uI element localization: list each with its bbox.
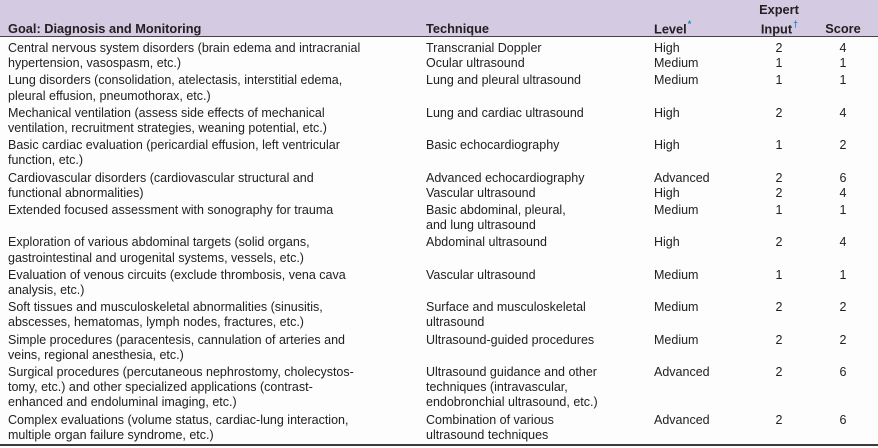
col-header-expert-input-label: Input — [760, 20, 793, 36]
score-value: 4 — [839, 41, 847, 55]
technique-line: Ultrasound guidance and other — [426, 365, 597, 380]
col-header-level-label: Level — [654, 20, 687, 36]
technique-line: Ultrasound-guided procedures — [426, 332, 595, 347]
technique-cell — [426, 138, 654, 168]
level-cell — [654, 41, 752, 71]
expert-input-value: 2 — [775, 332, 783, 347]
technique-cell — [426, 300, 654, 330]
expert-input-value: 2 — [775, 185, 783, 200]
technique-line: ultrasound techniques — [426, 427, 549, 442]
goal-line: function, etc.) — [8, 153, 84, 168]
technique-line: techniques (intravascular, — [426, 380, 568, 395]
expert-input-footnote-dagger: † — [793, 18, 799, 29]
table-row — [0, 170, 878, 202]
score-value: 1 — [839, 267, 847, 282]
score-cell — [806, 73, 870, 103]
technique-line: Vascular ultrasound — [426, 267, 536, 282]
level-cell — [654, 73, 752, 103]
goal-line: veins, regional anesthesia, etc.) — [8, 347, 184, 362]
expert-input-cell — [752, 106, 806, 136]
expert-input-cell — [752, 333, 806, 363]
level-value: High — [654, 41, 680, 55]
goal-line: Lung disorders (consolidation, atelectasis, interstitial edema, — [8, 73, 343, 88]
score-cell — [806, 41, 870, 71]
col-header-score: Score — [825, 20, 861, 36]
col-header-technique: Technique — [426, 20, 490, 36]
goal-line: tomy, etc.) and other specialized applications (contrast- — [8, 380, 313, 395]
level-cell — [654, 171, 752, 201]
goal-line: Central nervous system disorders (brain edema and intracranial — [8, 41, 361, 55]
goal-line: functional abnormalities) — [8, 185, 144, 200]
level-value: Medium — [654, 267, 699, 282]
expert-input-cell — [752, 41, 806, 71]
expert-input-value: 1 — [775, 56, 783, 71]
score-value: 6 — [839, 412, 847, 427]
goal-cell — [8, 73, 426, 103]
technique-cell — [426, 41, 654, 71]
technique-cell — [426, 73, 654, 103]
score-value: 2 — [839, 300, 847, 315]
technique-cell — [426, 268, 654, 298]
level-value: High — [654, 185, 680, 200]
goal-line: multiple organ failure syndrome, etc.) — [8, 427, 214, 442]
goal-line: Exploration of various abdominal targets (solid organs, — [8, 235, 310, 250]
score-value: 1 — [839, 203, 847, 218]
score-cell — [806, 235, 870, 265]
goal-cell — [8, 203, 426, 233]
score-value: 1 — [839, 73, 847, 88]
score-value: 4 — [839, 105, 847, 120]
table-row — [0, 412, 878, 444]
col-header-expert-input — [752, 3, 806, 36]
expert-input-value: 1 — [775, 138, 783, 153]
expert-input-cell — [752, 300, 806, 330]
goal-cell — [8, 413, 426, 443]
expert-input-cell — [752, 73, 806, 103]
table-body — [0, 37, 878, 444]
expert-input-value: 1 — [775, 73, 783, 88]
score-cell — [806, 365, 870, 411]
technique-line: Surface and musculoskeletal — [426, 300, 586, 315]
score-value: 4 — [839, 235, 847, 250]
level-cell — [654, 235, 752, 265]
expert-input-cell — [752, 138, 806, 168]
expert-input-cell — [752, 365, 806, 411]
score-cell — [806, 203, 870, 233]
level-cell — [654, 106, 752, 136]
goal-cell — [8, 235, 426, 265]
table-row — [0, 299, 878, 331]
technique-line: Abdominal ultrasound — [426, 235, 547, 250]
score-value: 6 — [839, 365, 847, 380]
goal-line: ventilation, recruitment strategies, weaning potential, etc.) — [8, 121, 327, 136]
score-cell — [806, 300, 870, 330]
table-row — [0, 332, 878, 364]
expert-input-cell — [752, 268, 806, 298]
score-value: 2 — [839, 138, 847, 153]
technique-line: Basic abdominal, pleural, — [426, 203, 566, 218]
goal-line: Basic cardiac evaluation (pericardial effusion, left ventricular — [8, 138, 340, 153]
level-cell — [654, 203, 752, 233]
table-row — [0, 202, 878, 234]
expert-input-value: 1 — [775, 203, 783, 218]
technique-line: Vascular ultrasound — [426, 185, 536, 200]
score-value: 6 — [839, 170, 847, 185]
expert-input-cell — [752, 171, 806, 201]
col-header-level — [654, 18, 752, 37]
goal-line: abscesses, hematomas, lymph nodes, fractures, etc.) — [8, 315, 304, 330]
score-cell — [806, 138, 870, 168]
score-value: 2 — [839, 332, 847, 347]
score-cell — [806, 413, 870, 443]
technique-line: Transcranial Doppler — [426, 41, 542, 55]
level-value: Medium — [654, 203, 699, 218]
goal-line: Simple procedures (paracentesis, cannulation of arteries and — [8, 332, 345, 347]
level-value: Advanced — [654, 412, 710, 427]
technique-cell — [426, 235, 654, 265]
technique-line: endobronchial ultrasound, etc.) — [426, 395, 598, 410]
level-value: Medium — [654, 332, 699, 347]
goal-line: gastrointestinal and urogenital systems, vessels, etc.) — [8, 250, 304, 265]
level-cell — [654, 138, 752, 168]
col-header-expert-input-line1: Expert — [759, 2, 799, 17]
technique-line: Combination of various — [426, 412, 554, 427]
level-value: High — [654, 105, 680, 120]
technique-line: Advanced echocardiography — [426, 170, 585, 185]
goal-line: Soft tissues and musculoskeletal abnormalities (sinusitis, — [8, 300, 323, 315]
technique-line: and lung ultrasound — [426, 218, 536, 233]
level-value: Medium — [654, 56, 699, 71]
expert-input-value: 2 — [775, 300, 783, 315]
technique-cell — [426, 203, 654, 233]
level-cell — [654, 365, 752, 411]
technique-line: ultrasound — [426, 315, 485, 330]
goal-cell — [8, 106, 426, 136]
level-value: High — [654, 235, 680, 250]
level-value: High — [654, 138, 680, 153]
goal-cell — [8, 41, 426, 71]
technique-cell — [426, 171, 654, 201]
expert-input-value: 1 — [775, 267, 783, 282]
expert-input-value: 2 — [775, 170, 783, 185]
expert-input-value: 2 — [775, 365, 783, 380]
goal-cell — [8, 138, 426, 168]
expert-input-cell — [752, 413, 806, 443]
level-cell — [654, 413, 752, 443]
table-row — [0, 72, 878, 104]
table-header-row — [0, 0, 878, 37]
goal-line: Cardiovascular disorders (cardiovascular structural and — [8, 170, 314, 185]
score-value: 4 — [839, 185, 847, 200]
technique-cell — [426, 413, 654, 443]
table-row — [0, 267, 878, 299]
score-cell — [806, 268, 870, 298]
table-row — [0, 40, 878, 72]
col-header-goal: Goal: Diagnosis and Monitoring — [8, 20, 202, 36]
level-cell — [654, 300, 752, 330]
goal-line: hypertension, vasospasm, etc.) — [8, 56, 181, 71]
level-value: Advanced — [654, 170, 710, 185]
technique-cell — [426, 333, 654, 363]
expert-input-value: 2 — [775, 41, 783, 55]
table-row — [0, 105, 878, 137]
goal-line: pleural effusion, pneumothorax, etc.) — [8, 88, 211, 103]
table-row — [0, 364, 878, 412]
technique-line: Basic echocardiography — [426, 138, 560, 153]
technique-line: Lung and pleural ultrasound — [426, 73, 581, 88]
level-cell — [654, 268, 752, 298]
level-value: Medium — [654, 73, 699, 88]
goal-cell — [8, 365, 426, 411]
goal-line: Mechanical ventilation (assess side effects of mechanical — [8, 105, 325, 120]
score-cell — [806, 333, 870, 363]
score-value: 1 — [839, 56, 847, 71]
level-footnote-asterisk: * — [687, 18, 692, 29]
technique-cell — [426, 106, 654, 136]
score-cell — [806, 106, 870, 136]
goal-cell — [8, 300, 426, 330]
goal-line: enhanced and endoluminal imaging, etc.) — [8, 395, 237, 410]
goal-line: analysis, etc.) — [8, 283, 85, 298]
expert-input-value: 2 — [775, 235, 783, 250]
goal-line: Evaluation of venous circuits (exclude thrombosis, vena cava — [8, 267, 346, 282]
technique-line: Ocular ultrasound — [426, 56, 525, 71]
level-value: Medium — [654, 300, 699, 315]
goal-line: Surgical procedures (percutaneous nephrostomy, cholecystos- — [8, 365, 354, 380]
expert-input-value: 2 — [775, 412, 783, 427]
expert-input-cell — [752, 235, 806, 265]
expert-input-cell — [752, 203, 806, 233]
table-row — [0, 234, 878, 266]
technique-line: Lung and cardiac ultrasound — [426, 105, 584, 120]
table-row — [0, 137, 878, 169]
goal-line: Complex evaluations (volume status, cardiac-lung interaction, — [8, 412, 349, 427]
score-cell — [806, 171, 870, 201]
goal-cell — [8, 171, 426, 201]
technique-cell — [426, 365, 654, 411]
level-cell — [654, 333, 752, 363]
goal-line: Extended focused assessment with sonography for trauma — [8, 203, 334, 218]
expert-input-value: 2 — [775, 105, 783, 120]
level-value: Advanced — [654, 365, 710, 380]
col-header-expert-input-line2 — [752, 18, 806, 37]
goal-cell — [8, 268, 426, 298]
goal-cell — [8, 333, 426, 363]
